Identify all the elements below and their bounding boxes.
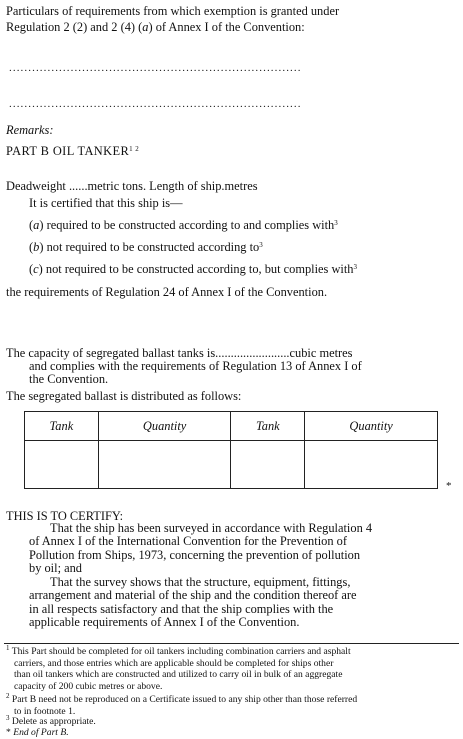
exemption-line-2-a: a bbox=[142, 20, 149, 34]
option-c-letter: c bbox=[33, 262, 39, 276]
option-a-ref: 3 bbox=[334, 219, 338, 227]
exemption-line-2 bbox=[6, 20, 305, 35]
footnote-1-line: carriers, and those entries which are applicable should be completed for ships other bbox=[14, 657, 334, 669]
option-b[interactable]: (b) not required to be constructed according $to^3$ bbox=[29, 240, 263, 254]
exemption-line-2-post: ) of Annex I of the Convention: bbox=[148, 20, 305, 34]
certify-p2-line: in all respects satisfactory and that the ship complies with the bbox=[29, 601, 334, 616]
footnote-4-text: End of Part B. bbox=[13, 727, 69, 738]
footnote-4 bbox=[6, 727, 456, 739]
ballast-header-tank-2: Tank bbox=[231, 412, 305, 441]
option-a[interactable]: (a) required to be constructed according to and complies with$^3$ bbox=[29, 218, 338, 232]
footnote-1-mark: 1 bbox=[6, 644, 10, 652]
remarks-label: Remarks: bbox=[6, 123, 54, 137]
footnote-3-mark: 3 bbox=[6, 714, 10, 722]
certify-p1-line: by oil; and bbox=[29, 561, 82, 576]
option-b-letter: b bbox=[33, 240, 40, 254]
exemption-line-1: Particulars of requirements from which exemption is granted under bbox=[6, 4, 340, 18]
option-a-text: required to be constructed according to and complies with bbox=[43, 218, 335, 232]
ballast-header-tank-1: Tank bbox=[25, 412, 99, 441]
ballast-table bbox=[24, 411, 438, 489]
footnote-divider bbox=[4, 643, 459, 644]
exemption-line-2-pre: Regulation 2 (2) and 2 (4) ( bbox=[6, 20, 143, 34]
ballast-header-quantity-2: Quantity bbox=[305, 412, 438, 441]
capacity-line-1[interactable]: The capacity of segregated ballast tanks is........................cubic metres bbox=[6, 346, 353, 360]
ballast-header-quantity-1: Quantity bbox=[98, 412, 231, 441]
certify-p1-line: of Annex I of the International Convention for the Prevention of bbox=[29, 534, 347, 549]
ballast-cell-quantity-1[interactable] bbox=[98, 441, 231, 489]
footnote-2-line: Part B need not be reproduced on a Certificate issued to any ship other than those referred bbox=[11, 694, 358, 705]
certify-p2-line: That the survey shows that the structure, equipment, fittings, bbox=[50, 575, 351, 589]
footnote-1-line: than oil tankers which are constructed and utilized to carry oil in bulk of an aggregate bbox=[14, 669, 343, 681]
certify-paragraph-2 bbox=[29, 576, 357, 630]
distribution-line: The segregated ballast is distributed as follows: bbox=[6, 389, 242, 403]
ballast-cell-tank-2[interactable] bbox=[231, 441, 305, 489]
option-b-ref: 3 bbox=[259, 241, 263, 249]
part-b-footnote-refs: 1 2 bbox=[129, 145, 140, 153]
certify-p1-line: That the ship has been surveyed in accordance with Regulation 4 bbox=[50, 521, 373, 535]
ballast-table-row bbox=[25, 441, 438, 489]
certify-heading: THIS IS TO CERTIFY: bbox=[6, 509, 124, 523]
footnote-2-line: to in footnote 1. bbox=[14, 705, 76, 717]
option-c-text: not required to be constructed according to, but complies with bbox=[42, 262, 354, 276]
deadweight-line[interactable]: Deadweight ......metric tons. Length of ship.metres bbox=[6, 179, 258, 193]
footnote-2-mark: 2 bbox=[6, 692, 10, 700]
footnote-3-text: Delete as appropriate. bbox=[11, 716, 96, 727]
ballast-table-header-row bbox=[25, 412, 438, 441]
footnote-4-mark: * bbox=[6, 727, 11, 738]
certify-p2-line: arrangement and material of the ship and the condition thereof are bbox=[29, 588, 357, 603]
option-b-text: not required to be constructed according to bbox=[43, 240, 260, 254]
option-c[interactable]: (c) not required to be constructed according to, but complies with$^3$ bbox=[29, 262, 357, 276]
footnote-3 bbox=[6, 716, 456, 728]
footnote-1 bbox=[6, 646, 456, 692]
certify-p1-line: Pollution from Ships, 1973, concerning the prevention of pollution bbox=[29, 547, 361, 562]
footnote-2 bbox=[6, 694, 456, 717]
footnote-1-line: capacity of 200 cubic metres or above. bbox=[14, 680, 163, 692]
option-a-letter: a bbox=[33, 218, 40, 232]
option-c-ref: 3 bbox=[353, 263, 357, 271]
capacity-line-3: the Convention. bbox=[29, 372, 109, 386]
footnote-1-line: This Part should be completed for oil tankers including combination carriers and asphalt bbox=[11, 646, 351, 657]
part-b-title bbox=[6, 144, 139, 159]
part-b-title-text: PART B OIL TANKER bbox=[6, 144, 130, 158]
certified-intro: It is certified that this ship is— bbox=[29, 196, 183, 210]
certify-p2-line: applicable requirements of Annex I of the Convention. bbox=[29, 615, 300, 630]
ballast-cell-quantity-2[interactable] bbox=[305, 441, 438, 489]
ballast-cell-tank-1[interactable] bbox=[25, 441, 99, 489]
exemption-dotted-line-2[interactable]: ............................................................................ bbox=[9, 98, 302, 110]
capacity-line-2: and complies with the requirements of Regulation 13 of Annex I of bbox=[29, 359, 362, 373]
end-of-part-marker: * bbox=[446, 480, 452, 492]
regulation-24-line: the requirements of Regulation 24 of Annex I of the Convention. bbox=[6, 285, 328, 299]
certify-paragraph-1 bbox=[29, 522, 372, 576]
exemption-dotted-line-1[interactable]: ............................................................................ bbox=[9, 62, 302, 74]
